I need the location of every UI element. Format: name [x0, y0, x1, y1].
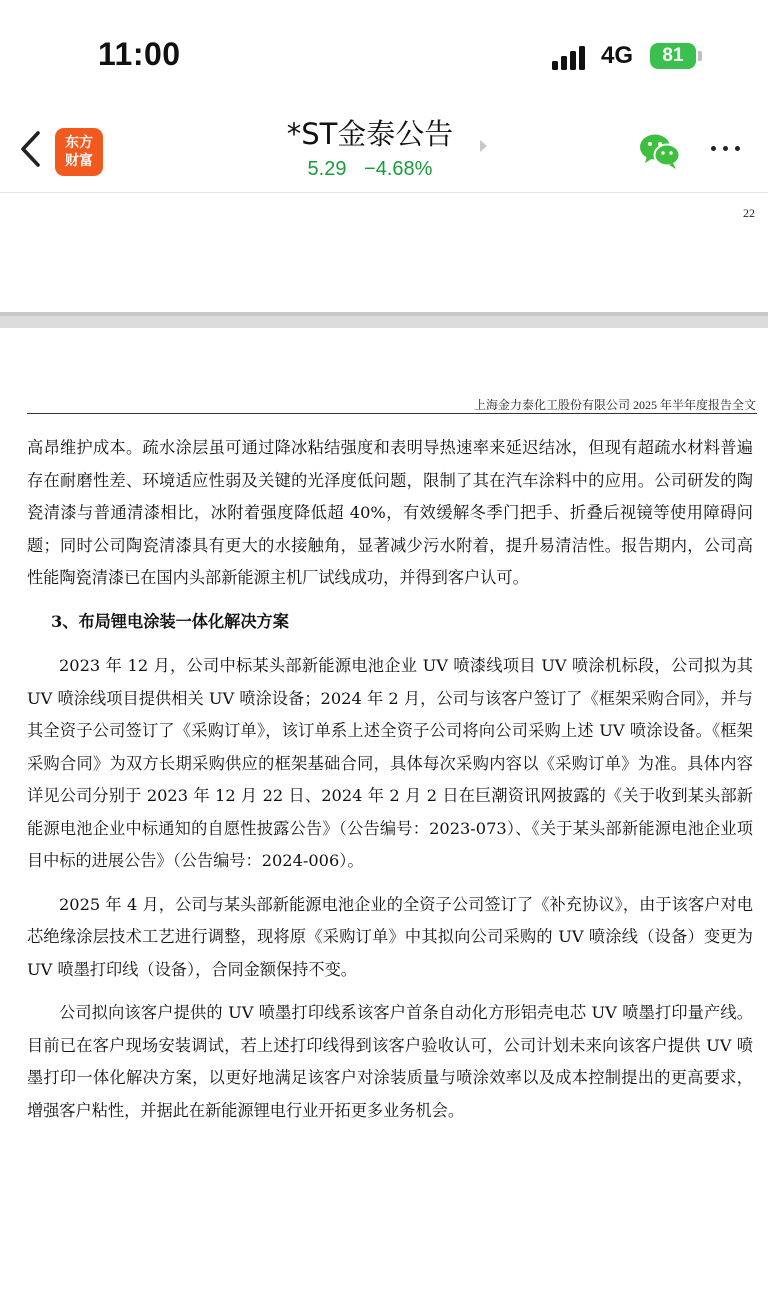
header-divider [0, 192, 768, 193]
more-options-button[interactable] [711, 136, 743, 160]
expand-arrow-icon[interactable] [480, 140, 487, 152]
paragraph-2: 2023 年 12 月，公司中标某头部新能源电池企业 UV 喷漆线项目 UV 喷涂机标段，公司拟为其 UV 喷涂线项目提供相关 UV 喷涂设备；2024 年 2 月，公司与该客户签订了《框架采购合同》，并与其全资子公司签订了《采购订单》，该订单系上述全资子公司将向公司采购上述 UV 喷涂设备。《框架采购合同》为双方长期采购供应的框架基础合同，具体每次采购内容以《采购订单》为准。具体内容详见公司分别于 2023 年 12 月 22 日、2024 年 2 月 2 日在巨潮资讯网披露的《关于收到某头部新能源电池企业中标通知的自愿性披露公告》（公告编号：2023-073）、《关于某头部新能源电池企业项目中标的进展公告》（公告编号：2024-006）。 [27, 656, 753, 870]
signal-icon [552, 46, 588, 70]
logo-line2: 财富 [65, 153, 93, 169]
header-rule [27, 413, 757, 414]
stock-change: −4.68% [364, 158, 433, 180]
page-title[interactable]: *ST金泰公告 [286, 117, 454, 151]
paragraph-3: 2025 年 4 月，公司与某头部新能源电池企业的全资子公司签订了《补充协议》，由于该客户对电芯绝缘涂层技术工艺进行调整，现将原《采购订单》中其拟向公司采购的 UV 喷涂线（设备）变更为 UV 喷墨打印线（设备），合同金额保持不变。 [27, 894, 753, 979]
section-heading: 3、布局锂电涂装一体化解决方案 [51, 611, 289, 631]
wechat-share-button[interactable] [639, 132, 681, 170]
paragraph-4: 公司拟向该客户提供的 UV 喷墨打印线系该客户首条自动化方形铝壳电芯 UV 喷墨打印量产线。目前已在客户现场安装调试，若上述打印线得到该客户验收认可，公司计划未来向该客户提供 UV 喷墨打印一体化解决方案，以更好地满足该客户对涂装质量与喷涂效率以及成本控制提出的更高要求，增强客户粘性，并据此在新能源锂电行业开拓更多业务机会。 [27, 1003, 753, 1120]
status-bar [0, 0, 768, 108]
battery-icon: 81 [650, 43, 696, 69]
stock-price: 5.29 [307, 158, 347, 180]
stock-quote[interactable] [230, 158, 510, 181]
logo-line1: 东方 [65, 135, 93, 151]
app-logo[interactable] [55, 128, 103, 176]
paragraph-1: 高昂维护成本。疏水涂层虽可通过降冰粘结强度和表明导热速率来延迟结冰，但现有超疏水材料普遍存在耐磨性差、环境适应性弱及关键的光泽度低问题，限制了其在汽车涂料中的应用。公司研发的陶瓷清漆与普通清漆相比，冰附着强度降低超 40%，有效缓解冬季门把手、折叠后视镜等使用障碍问题；同时公司陶瓷清漆具有更大的水接触角，显著减少污水附着，提升易清洁性。报告期内，公司高性能陶瓷清漆已在国内头部新能源主机厂试线成功，并得到客户认可。 [27, 438, 753, 587]
page-number: 22 [743, 206, 755, 220]
back-button[interactable] [14, 126, 50, 172]
network-type: 4G [601, 42, 634, 69]
app-header [0, 108, 768, 194]
wechat-icon [639, 132, 681, 170]
chevron-left-icon [14, 126, 50, 172]
running-header: 上海金力泰化工股份有限公司 2025 年半年度报告全文 [473, 398, 756, 412]
page-separator-shadow [0, 312, 768, 316]
battery-tip [698, 51, 702, 61]
document-body [27, 432, 753, 1127]
status-time: 11:00 [98, 36, 181, 72]
